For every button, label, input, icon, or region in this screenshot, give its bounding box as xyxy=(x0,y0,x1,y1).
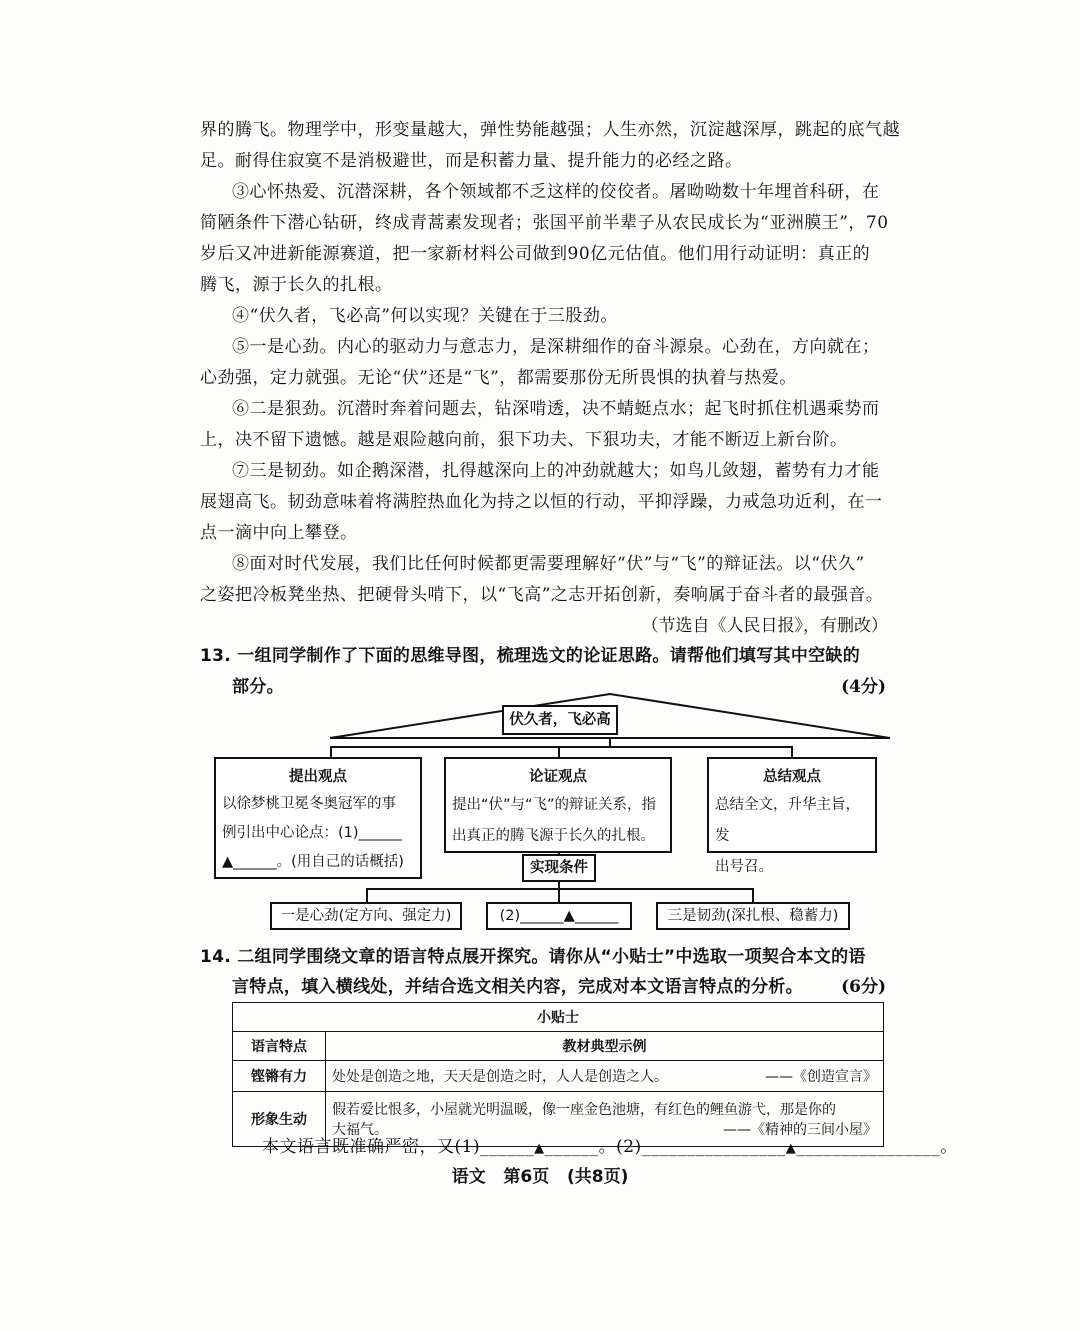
answer-part-1: 本文语言既准确严密，又(1)______ xyxy=(262,1137,535,1157)
left-box-line: 以徐梦桃卫冕冬奥冠军的事 xyxy=(222,796,396,812)
question-14-score: (6分) xyxy=(841,977,886,997)
tips-col-feature: 语言特点 xyxy=(233,1032,326,1061)
question-13-score: (4分) xyxy=(841,677,886,697)
passage-line: 之姿把冷板凳坐热、把硬骨头啃下，以“飞高”之志开拓创新，奏响属于奋斗者的最强音。 xyxy=(200,585,884,605)
tips-title: 小贴士 xyxy=(233,1003,884,1032)
passage-line: 心劲强，定力就强。无论“伏”还是“飞”，都需要那份无所畏惧的执着与热爱。 xyxy=(200,368,797,388)
tips-table xyxy=(232,1002,884,1147)
blank-2[interactable]: (2)______▲______ xyxy=(486,902,632,930)
blank-1[interactable]: 例引出中心论点：(1)______ xyxy=(222,825,403,841)
tips-row-2-text: 假若爱比恨多，小屋就光明温暖，像一座金色池塘，有红色的鲤鱼游弋，那是你的 xyxy=(332,1102,836,1118)
passage-line: 上，决不留下遗憾。越是艰险越向前，狠下功夫、下狠功夫，才能不断迈上新台阶。 xyxy=(200,430,848,450)
tips-row-2-key: 形象生动 xyxy=(233,1092,326,1147)
mindmap-title: 伏久者，飞必高 xyxy=(502,705,618,735)
left-box-title: 提出观点 xyxy=(289,769,347,785)
passage-line: 岁后又冲进新能源赛道，把一家新材料公司做到90亿元估值。他们用行动证明：真正的 xyxy=(200,244,871,264)
paragraph-4: ④“伏久者，飞必高”何以实现？关键在于三股劲。 xyxy=(232,306,618,326)
passage-line: 界的腾飞。物理学中，形变量越大，弹性势能越强；人生亦然，沉淀越深厚，跳起的底气越 xyxy=(200,120,900,140)
blank-1-cont[interactable]: ▲______。(用自己的话概括) xyxy=(222,854,404,870)
blank-triangle-2: ▲ xyxy=(785,1141,797,1156)
right-box-line: 出号召。 xyxy=(715,859,773,875)
condition-label: 实现条件 xyxy=(522,854,596,882)
answer-part-3: ________________。 xyxy=(796,1137,958,1157)
passage-line: 展翅高飞。韧劲意味着将满腔热血化为持之以恒的行动，平抑浮躁，力戒急功近利，在一 xyxy=(200,492,883,512)
passage-line: 腾飞，源于长久的扎根。 xyxy=(200,275,393,295)
question-13: 13. 一组同学制作了下面的思维导图，梳理选文的论证思路。请帮他们填写其中空缺的 xyxy=(200,646,861,666)
right-box-title: 总结观点 xyxy=(763,769,821,785)
tips-row-1-source: ——《创造宣言》 xyxy=(765,1069,877,1085)
source-note: （节选自《人民日报》，有删改） xyxy=(641,616,888,636)
mid-box-title: 论证观点 xyxy=(529,769,587,785)
question-14-cont: 言特点，填入横线处，并结合选文相关内容，完成对本文语言特点的分析。 xyxy=(232,977,803,997)
mindmap-left-box xyxy=(214,757,422,879)
question-13-cont: 部分。 xyxy=(232,677,284,697)
tips-row-1-key: 铿锵有力 xyxy=(233,1061,326,1092)
paragraph-5: ⑤一是心劲。内心的驱动力与意志力，是深耕细作的奋斗源泉。心劲在，方向就在； xyxy=(232,337,880,357)
paragraph-8: ⑧面对时代发展，我们比任何时候都更需要理解好“伏”与“飞”的辩证法。以“伏久” xyxy=(232,554,865,574)
page-footer: 语文 第6页 (共8页) xyxy=(451,1167,629,1187)
condition-1: 一是心劲(定方向、强定力) xyxy=(270,902,462,930)
passage-line: 简陋条件下潜心钻研，终成青蒿素发现者；张国平前半辈子从农民成长为“亚洲膜王”，70 xyxy=(200,213,889,233)
mindmap-mid-box xyxy=(444,757,672,853)
mid-box-line: 提出“伏”与“飞”的辩证关系，指 xyxy=(452,797,657,813)
answer-line[interactable] xyxy=(262,1132,958,1157)
tips-row-1-value xyxy=(326,1061,884,1092)
paragraph-3: ③心怀热爱、沉潜深耕，各个领域都不乏这样的佼佼者。屠呦呦数十年埋首科研，在 xyxy=(232,182,880,202)
tips-row-1-text: 处处是创造之地，天天是创造之时，人人是创造之人。 xyxy=(332,1069,668,1085)
passage-line: 足。耐得住寂寞不是消极避世，而是积蓄力量、提升能力的必经之路。 xyxy=(200,151,743,171)
answer-part-2: ______。(2)________________ xyxy=(544,1137,786,1157)
tips-col-example: 教材典型示例 xyxy=(326,1032,884,1061)
mindmap-right-box xyxy=(707,757,877,875)
passage-line: 点一滴中向上攀登。 xyxy=(200,523,358,543)
right-box-line: 总结全文，升华主旨，发 xyxy=(715,797,860,844)
tips-row-2-text: 大福气。 xyxy=(332,1122,388,1138)
blank-triangle-1: ▲ xyxy=(534,1141,545,1156)
mid-box-line: 出真正的腾飞源于长久的扎根。 xyxy=(452,828,655,844)
paragraph-6: ⑥二是狠劲。沉潜时奔着问题去，钻深啃透，决不蜻蜓点水；起飞时抓住机遇乘势而 xyxy=(232,399,880,419)
question-14: 14. 二组同学围绕文章的语言特点展开探究。请你从“小贴士”中选取一项契合本文的语 xyxy=(200,947,866,967)
tips-row-2-source: ——《精神的三间小屋》 xyxy=(723,1122,877,1138)
paragraph-7: ⑦三是韧劲。如企鹅深潜，扎得越深向上的冲劲就越大；如鸟儿敛翅，蓄势有力才能 xyxy=(232,461,880,481)
condition-3: 三是韧劲(深扎根、稳蓄力) xyxy=(656,902,850,930)
